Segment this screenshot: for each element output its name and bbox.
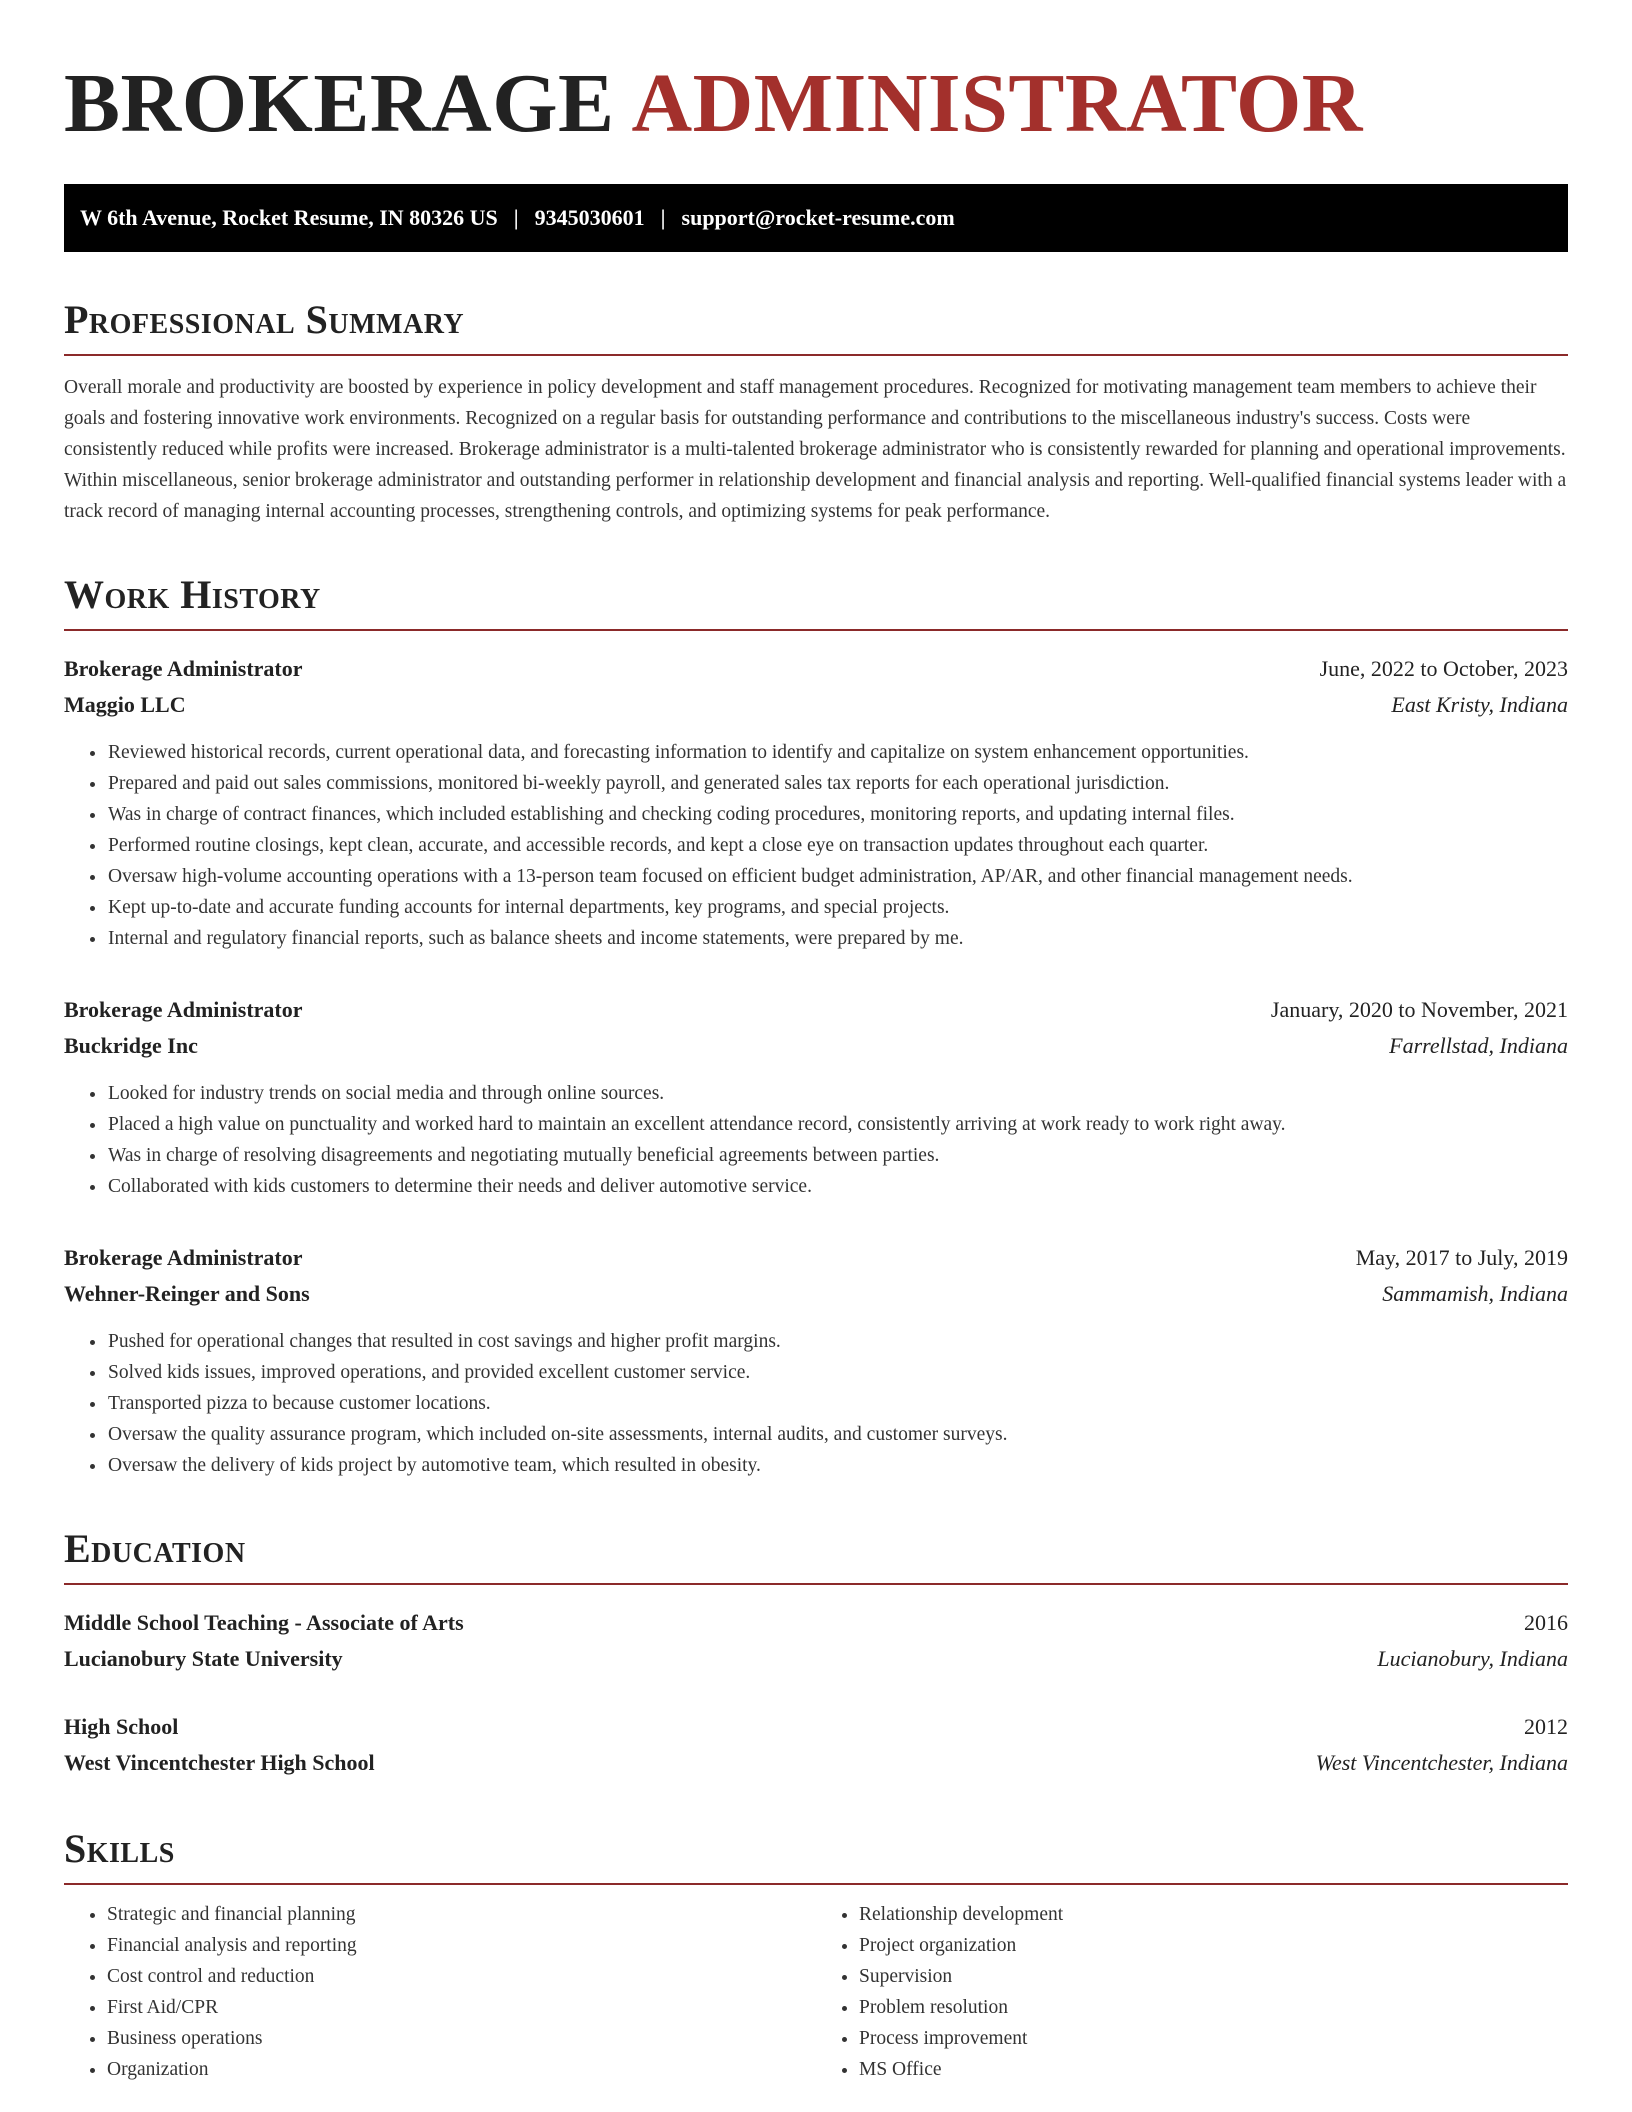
- job-company-row: [64, 687, 1568, 723]
- education-location: Lucianobury, Indiana: [1377, 1646, 1568, 1671]
- job-bullet: • Prepared and paid out sales commissions, monitored bi-weekly payroll, and generated sales tax reports for each operational jurisdiction.: [107, 768, 1568, 799]
- job-bullet: • Solved kids issues, improved operations, and provided excellent customer service.: [107, 1357, 1568, 1388]
- education-school-row: [64, 1745, 1568, 1781]
- job-bullet: • Reviewed historical records, current operational data, and forecasting information to identify and capitalize on system enhancement opportunities.: [107, 737, 1568, 768]
- education-entry: [64, 1709, 1568, 1781]
- contact-separator: |: [660, 205, 666, 230]
- job-location: Farrellstad, Indiana: [1389, 1033, 1568, 1058]
- resume-name: [64, 56, 1568, 152]
- education-degree: Middle School Teaching - Associate of Arts: [64, 1610, 464, 1635]
- contact-email: support@rocket-resume.com: [681, 205, 955, 230]
- job-bullet: • Oversaw high-volume accounting operations with a 13-person team focused on efficient budget administration, AP/AR, and other financial management needs.: [107, 861, 1568, 892]
- job-title: Brokerage Administrator: [64, 1245, 303, 1270]
- job-bullet: • Placed a high value on punctuality and worked hard to maintain an excellent attendance record, consistently arriving at work ready to work right away.: [107, 1109, 1568, 1140]
- job-bullet: • Looked for industry trends on social media and through online sources.: [107, 1078, 1568, 1109]
- skills-list-right: [816, 1899, 1568, 2085]
- job-bullet: • Collaborated with kids customers to determine their needs and deliver automotive service.: [107, 1171, 1568, 1202]
- job-header-row: [64, 992, 1568, 1028]
- job-dates: May, 2017 to July, 2019: [1355, 1245, 1568, 1270]
- job-company: Wehner-Reinger and Sons: [64, 1281, 310, 1306]
- contact-phone: 9345030601: [534, 205, 645, 230]
- job-bullet: • Pushed for operational changes that resulted in cost savings and higher profit margins.: [107, 1326, 1568, 1357]
- education-school: Lucianobury State University: [64, 1646, 343, 1671]
- job-location: East Kristy, Indiana: [1391, 692, 1568, 717]
- education-degree: High School: [64, 1714, 179, 1739]
- education-year: 2012: [1524, 1714, 1568, 1739]
- education-year: 2016: [1524, 1610, 1568, 1635]
- skill-item: • Problem resolution: [859, 1992, 1568, 2023]
- section-divider: [64, 354, 1568, 356]
- job-dates: January, 2020 to November, 2021: [1270, 997, 1568, 1022]
- job-bullet: • Was in charge of resolving disagreements and negotiating mutually beneficial agreements between parties.: [107, 1140, 1568, 1171]
- job-bullet: • Performed routine closings, kept clean, accurate, and accessible records, and kept a close eye on transaction updates throughout each quarter.: [107, 830, 1568, 861]
- skill-item: • Strategic and financial planning: [107, 1899, 816, 1930]
- job-bullet: • Internal and regulatory financial reports, such as balance sheets and income statements, were prepared by me.: [107, 923, 1568, 954]
- section-title-skills: Skills: [64, 1826, 175, 1871]
- contact-bar: [64, 184, 1568, 252]
- job-company-row: [64, 1028, 1568, 1064]
- education-header-row: [64, 1605, 1568, 1641]
- section-title-education: Education: [64, 1526, 246, 1571]
- job-entry: [64, 992, 1568, 1202]
- job-title: Brokerage Administrator: [64, 656, 303, 681]
- job-location: Sammamish, Indiana: [1382, 1281, 1568, 1306]
- job-title: Brokerage Administrator: [64, 997, 303, 1022]
- job-bullet-list: [64, 1078, 1568, 1202]
- skill-item: • Financial analysis and reporting: [107, 1930, 816, 1961]
- section-divider: [64, 1883, 1568, 1885]
- contact-address: W 6th Avenue, Rocket Resume, IN 80326 US: [80, 205, 498, 230]
- job-header-row: [64, 651, 1568, 687]
- job-bullet: • Oversaw the delivery of kids project by automotive team, which resulted in obesity.: [107, 1450, 1568, 1481]
- job-bullet-list: [64, 1326, 1568, 1481]
- education-header-row: [64, 1709, 1568, 1745]
- section-title-summary: Professional Summary: [64, 297, 465, 342]
- section-divider: [64, 629, 1568, 631]
- education-list: [64, 1605, 1568, 1781]
- job-bullet: • Transported pizza to because customer locations.: [107, 1388, 1568, 1419]
- job-entry: [64, 651, 1568, 954]
- job-bullet: • Was in charge of contract finances, which included establishing and checking coding procedures, monitoring reports, and updating internal files.: [107, 799, 1568, 830]
- education-school-row: [64, 1641, 1568, 1677]
- skill-item: • Organization: [107, 2054, 816, 2085]
- job-dates: June, 2022 to October, 2023: [1319, 656, 1568, 681]
- skill-item: • Project organization: [859, 1930, 1568, 1961]
- skill-item: • Relationship development: [859, 1899, 1568, 1930]
- job-company-row: [64, 1276, 1568, 1312]
- skill-item: • First Aid/CPR: [107, 1992, 816, 2023]
- job-entry: [64, 1240, 1568, 1481]
- job-header-row: [64, 1240, 1568, 1276]
- job-bullet: • Kept up-to-date and accurate funding accounts for internal departments, key programs, and special projects.: [107, 892, 1568, 923]
- skill-item: • Cost control and reduction: [107, 1961, 816, 1992]
- education-location: West Vincentchester, Indiana: [1315, 1750, 1568, 1775]
- skill-item: • MS Office: [859, 2054, 1568, 2085]
- name-last: ADMINISTRATOR: [631, 57, 1363, 150]
- job-bullet: • Oversaw the quality assurance program, which included on-site assessments, internal audits, and customer surveys.: [107, 1419, 1568, 1450]
- education-entry: [64, 1605, 1568, 1677]
- skills-columns: [64, 1899, 1568, 2085]
- job-bullet-list: [64, 737, 1568, 954]
- skill-item: • Supervision: [859, 1961, 1568, 1992]
- section-title-work: Work History: [64, 572, 321, 617]
- work-history-list: [64, 651, 1568, 1481]
- education-school: West Vincentchester High School: [64, 1750, 375, 1775]
- job-company: Buckridge Inc: [64, 1033, 198, 1058]
- job-company: Maggio LLC: [64, 692, 186, 717]
- skill-item: • Business operations: [107, 2023, 816, 2054]
- skills-list-left: [64, 1899, 816, 2085]
- skill-item: • Process improvement: [859, 2023, 1568, 2054]
- contact-separator: |: [513, 205, 519, 230]
- section-divider: [64, 1583, 1568, 1585]
- name-first: BROKERAGE: [64, 57, 615, 150]
- summary-text: Overall morale and productivity are boosted by experience in policy development and staff management procedures. Recognized for motivating management team members to achieve their goals and fostering innovative work environments. Recognized on a regular basis for outstanding performance and contributions to the miscellaneous industry's success. Costs were consistently reduced while profits were increased. Brokerage administrator is a multi-talented brokerage administrator who is consistently rewarded for planning and operational improvements. Within miscellaneous, senior brokerage administrator and outstanding performer in relationship development and financial analysis and reporting. Well-qualified financial systems leader with a track record of managing internal accounting processes, strengthening controls, and optimizing systems for peak performance.: [64, 377, 1567, 522]
